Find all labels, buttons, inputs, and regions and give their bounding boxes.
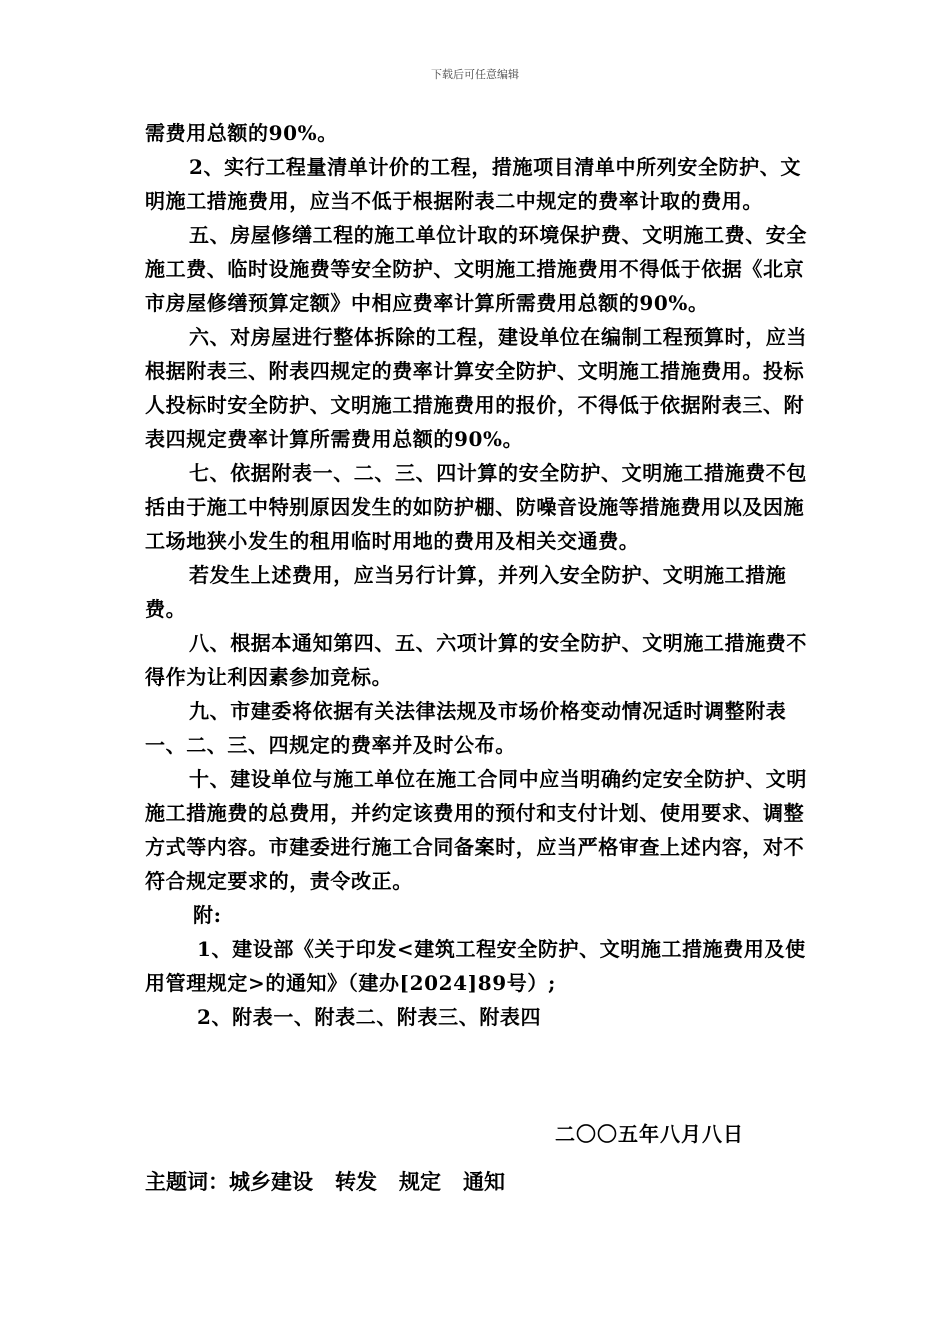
paragraph-section-8: 八、根据本通知第四、五、六项计算的安全防护、文明施工措施费不得作为让利因素参加竞标。 xyxy=(145,631,807,689)
attachment-item-1: 1、建设部《关于印发<建筑工程安全防护、文明施工措施费用及使用管理规定>的通知》（建办[2024]89号）; xyxy=(145,937,806,995)
attachment-item-2: 2、附表一、附表二、附表三、附表四 xyxy=(197,1005,542,1029)
keyword-item: 转发 xyxy=(335,1170,377,1194)
paragraph-section-5: 五、房屋修缮工程的施工单位计取的环境保护费、文明施工费、安全施工费、临时设施费等安全防护、文明施工措施费用不得低于依据《北京市房屋修缮预算定额》中相应费率计算所需费用总额的90%。 xyxy=(145,223,807,315)
paragraph-item-2: 2、实行工程量清单计价的工程，措施项目清单中所列安全防护、文明施工措施费用，应当不低于根据附表二中规定的费率计取的费用。 xyxy=(145,155,801,213)
paragraph-continuation: 需费用总额的90%。 xyxy=(145,121,338,145)
paragraph-section-7-supplement: 若发生上述费用，应当另行计算，并列入安全防护、文明施工措施费。 xyxy=(145,563,787,621)
keywords-label: 主题词： xyxy=(145,1170,229,1194)
keyword-item: 通知 xyxy=(463,1170,505,1194)
document-body xyxy=(145,116,815,1034)
document-date: 二〇〇五年八月八日 xyxy=(555,1122,744,1146)
keyword-item: 规定 xyxy=(399,1170,441,1194)
keyword-item: 城乡建设 xyxy=(229,1170,313,1194)
keywords-line xyxy=(145,1166,527,1196)
page-header: 下载后可任意编辑 xyxy=(431,68,519,81)
paragraph-section-9: 九、市建委将依据有关法律法规及市场价格变动情况适时调整附表一、二、三、四规定的费率并及时公布。 xyxy=(145,699,787,757)
paragraph-section-6: 六、对房屋进行整体拆除的工程，建设单位在编制工程预算时，应当根据附表三、附表四规定的费率计算安全防护、文明施工措施费用。投标人投标时安全防护、文明施工措施费用的报价，不得低于依据附表三、附表四规定费率计算所需费用总额的90%。 xyxy=(145,325,807,451)
paragraph-section-10: 十、建设单位与施工单位在施工合同中应当明确约定安全防护、文明施工措施费的总费用，并约定该费用的预付和支付计划、使用要求、调整方式等内容。市建委进行施工合同备案时，应当严格审查上述内容，对不符合规定要求的，责令改正。 xyxy=(145,767,807,893)
attachment-heading: 附: xyxy=(193,903,222,927)
paragraph-section-7: 七、依据附表一、二、三、四计算的安全防护、文明施工措施费不包括由于施工中特别原因发生的如防护棚、防噪音设施等措施费用以及因施工场地狭小发生的租用临时用地的费用及相关交通费。 xyxy=(145,461,807,553)
